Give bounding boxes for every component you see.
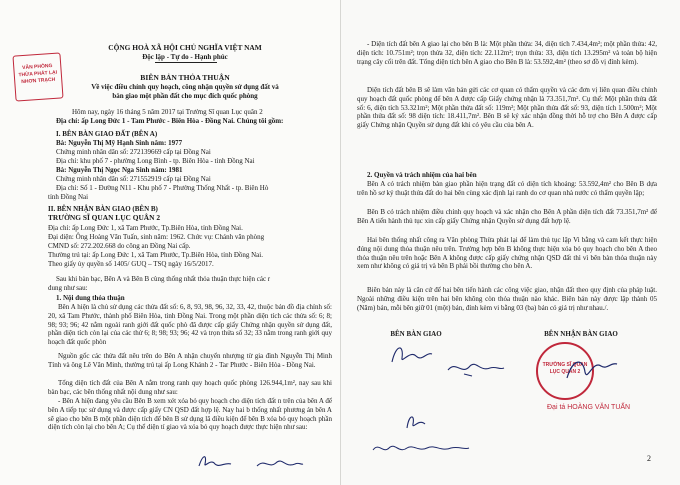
agreement-intro-2: dung như sau: <box>48 284 88 292</box>
party-b-heading: II. BÊN NHẬN BÀN GIAO (BÊN B) <box>48 205 158 213</box>
right-paragraph-6: Biên bản này là căn cứ để hai bên tiến hành các công việc giao, nhận đất theo quy định của pháp luật. Ngoài những điều kiện trên hai bên không còn thỏa thuận nào khác. Biên bản này được lập thành 05 (Năm) bản, mỗi bên giữ 01 (một) bản, đính kèm vi bằng 03 (ba) bản có giá trị như nhau./. <box>357 286 657 312</box>
left-signature-1 <box>195 452 235 472</box>
left-paragraph-4: - Bên A hiện đang yêu cầu Bên B xem xét xóa bỏ quy hoạch cho diện tích đất n trên của bên A để bên A tiếp tục sử dụng và được cấp giấy CN QSD đất hợp lệ. Nay hai b thống nhất phương án bên A sẽ giao cho bên B một phần diện tích để bên B sử dụng lâ điều kiện để bên B xóa bỏ quy hoạch phần diện tích còn lại cho bên A; Cụ thể diện tí giao và xóa bỏ quy hoạch được thực hiện như sau: <box>48 397 332 432</box>
left-paragraph-1: Bên A hiện là chủ sử dụng các thửa đất số: 6, 8, 93, 98, 96, 32, 33, 42, thuộc bản đồ địa chính số: 20, xã Tam Phước, thành phố Biên Hòa, tỉnh Đồng Nai. Trong một phần diện tích các thửa số: 6; 8; 98; 93; 96; 42 nằm ngoài ranh giới đất quốc phò đã được cấp giấy Chứng nhận quyền sử dụng đất, phần diện tích còn lại của các thử 6; 8; 98; 93; 96; 42 và trọn thửa số 32; 33 nằm trong ranh giới quy hoạch đất quốc phòn <box>48 303 332 347</box>
party-a-heading: I. BÊN BÀN GIAO ĐẤT (BÊN A) <box>56 130 158 138</box>
party-b-signature <box>563 352 619 386</box>
party-b-line: CMND số: 272.202.668 do công an Đồng Nai cấp. <box>48 242 191 250</box>
right-paragraph-2: Diện tích đất bên B sẽ làm văn bản gửi các cơ quan có thẩm quyền và các đơn vị liên quan điều chỉnh quy hoạch đất quốc phòng để bên A được cấp Giấy chứng nhận là 73.351,7m². Cụ thể: Một phần thửa đất số: 6, diện tích 53.321m²; Một phần thửa đất số: 119m²; Một phần thửa đất số: 93, diện tích 1.500m²; Một phần thửa đất số: 98 diện tích: 18.411,7m². Bên B sẽ ký xác nhận đồng thời hỗ trợ cho Bên A được cấp giấy Chứng nhận Quyền sử dụng đất khi có yêu cầu của bên A. <box>357 86 657 130</box>
page-right <box>340 0 680 485</box>
notary-stamp-text: VĂN PHÒNG THỪA PHÁT LẠI NHƠN TRẠCH <box>18 62 58 86</box>
left-signature-2 <box>255 456 305 472</box>
sign-label-left: BÊN BÀN GIAO <box>390 330 442 338</box>
party-a-line: Chứng minh nhân dân số: 272139669 cấp tại Đồng Nai <box>56 148 211 156</box>
doc-title: BIÊN BẢN THỎA THUẬN <box>140 73 230 82</box>
party-a-signature-2 <box>446 356 506 380</box>
right-paragraph-3: Bên A có trách nhiệm bàn giao phần hiện trạng đất có diện tích khoảng: 53.592,4m² cho Bên B dựa trên hồ sơ ký thuật thửa đất do hai bên cùng xác định lại ranh do cơ quan nhà nước có thẩm quyền lập; <box>357 180 657 197</box>
intro-line-2: Địa chỉ: ấp Long Đức 1 - Tam Phước - Biên Hòa - Đồng Nai. Chúng tôi gồm: <box>56 117 284 125</box>
party-a-line: Bà: Nguyễn Thị Ngọc Nga Sinh năm: 1981 <box>56 166 183 174</box>
page-number: 2 <box>647 454 651 463</box>
doc-subtitle-1: Về việc điều chỉnh quy hoạch, công nhận quyền sử dụng đất và <box>91 83 279 91</box>
right-paragraph-4: Bên B có trách nhiệm điều chỉnh quy hoạch và xác nhận cho Bên A phần diện tích đất 73.351,7m² để Bên A tiến hành thủ tục xin cấp giấy Chứng nhận Quyền sử dụng đất hợp lệ. <box>357 208 657 225</box>
party-a-line: Địa chỉ: Số 1 - Đường N11 - Khu phố 7 - Phường Thống Nhất - tp. Biên Hò <box>56 184 269 192</box>
left-paragraph-2: Nguồn gốc các thửa đất nêu trên do Bên A nhận chuyển nhượng từ gia đình Nguyễn Thị Minh Tính và ông Lê Văn Minh, thường trú tại ấp Long Khánh 2 - Tar Phước - Biên Hòa - Đồng Nai. <box>48 352 332 369</box>
party-b-line: Thường trú tại: ấp Long Đức 1, xã Tam Phước, Tp.Biên Hòa, tỉnh Đồng Nai. <box>48 251 263 259</box>
party-a-signature-1 <box>386 340 436 370</box>
party-a-line: tỉnh Đồng Nai <box>48 193 89 201</box>
sign-label-right: BÊN NHẬN BÀN GIAO <box>544 330 618 338</box>
right-paragraph-1: - Diện tích đất bên A giao lại cho bên B là: Một phần thửa: 34, diện tích 7.434,4m²; một phần thửa: 42, diện tích: 10.751m²; trọn thửa 32, diện tích: 22.112m²; trọn thửa: 33, diện tích 13.295m² và toàn bộ hiện trạng cây cối trên đất. Tổng diện tích bên A giao cho Bên B là: 53.592,4m² (theo sơ đồ vị đính kèm). <box>357 40 657 66</box>
party-b-line: Đại diện: Ông Hoàng Văn Tuấn, sinh năm: 1962. Chức vụ: Chánh văn phòng <box>48 233 265 241</box>
section-1-heading: 1. Nội dung thỏa thuận <box>56 294 125 302</box>
party-a-signature-4 <box>371 438 471 460</box>
party-a-signature-3 <box>401 410 431 432</box>
header-country: CỘNG HOÀ XÃ HỘI CHỦ NGHĨA VIỆT NAM <box>108 43 262 52</box>
party-b-line: Địa chỉ: ấp Long Đức 1, xã Tam Phước, Tp.Biên Hòa, tỉnh Đồng Nai. <box>48 224 243 232</box>
agreement-intro-1: Sau khi bàn bạc, Bên A và Bên B cùng thống nhất thỏa thuận thực hiện các r <box>56 275 271 283</box>
left-paragraph-3: Tổng diện tích đất của Bên A nằm trong ranh quy hoạch quốc phòng 126.944,1m², nay sau khi bàn bạc, các bên thống nhất nội dung như sau: <box>48 379 332 396</box>
party-a-line: Địa chỉ: khu phố 7 - phường Long Bình - tp. Biên Hòa - tỉnh Đồng Nai <box>56 157 255 165</box>
header-underline <box>155 62 217 63</box>
signer-name: Đại tá HOÀNG VĂN TUẤN <box>547 404 631 411</box>
party-b-name: TRƯỜNG SĨ QUAN LỤC QUÂN 2 <box>48 213 161 222</box>
official-stamp-text: TRƯỜNG SĨ QUAN LỤC QUÂN 2 <box>542 362 588 375</box>
intro-line-1: Hôm nay, ngày 16 tháng 5 năm 2017 tại Trường Sĩ quan Lục quân 2 <box>72 108 263 116</box>
header-motto: Độc lập - Tự do - Hạnh phúc <box>142 53 228 61</box>
party-a-line: Chứng minh nhân dân số: 271552919 cấp tại Đồng Nai <box>56 175 211 183</box>
party-a-line: Bà: Nguyễn Thị Mỹ Hạnh Sinh năm: 1977 <box>56 139 183 147</box>
party-b-line: Theo giấy ủy quyền số 1405/ GUQ – TSQ ngày 16/5/2017. <box>48 260 214 268</box>
right-paragraph-5: Hai bên thống nhất công ra Văn phòng Thừa phát lại để làm thủ tục lập Vi bằng và cam kết thực hiện đúng nội dung thỏa thuận nêu trên. Trường hợp bên B không thực hiện xóa bỏ quy hoạch cho bên A theo thỏa thuận nêu trên hoặc Bên A không được cấp giấy chứng nhận QSD đất thì vì bên bàn thỏa thuận này xem như không có giá trị và bên B phải bồi thường cho bên A. <box>357 236 657 271</box>
section-2-heading: 2. Quyền và trách nhiệm của hai bên <box>367 171 477 179</box>
doc-subtitle-2: bàn giao một phần đất cho mục đích quốc phòng <box>112 92 258 100</box>
